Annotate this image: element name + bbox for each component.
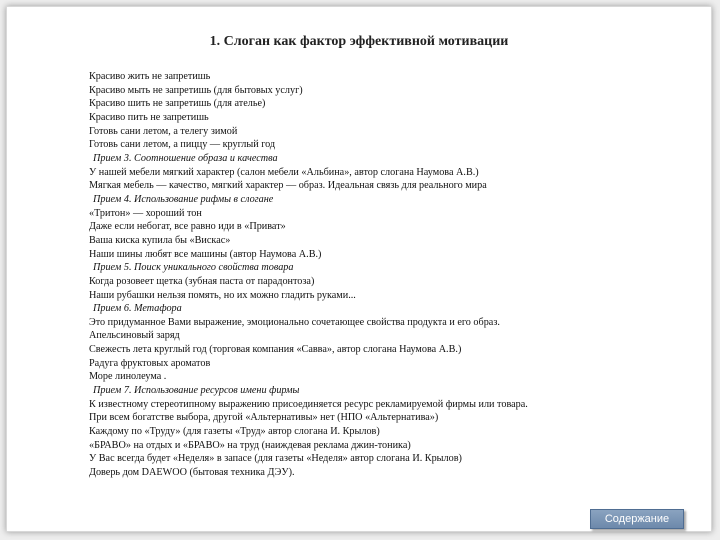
slide: [6, 6, 712, 532]
slogan-line: Доверь дом DAEWOO (бытовая техника ДЭУ).: [89, 467, 295, 479]
slogan-line: У нашей мебели мягкий характер (салон мебели «Альбина», автор слогана Наумова А.В.): [89, 166, 479, 178]
section-heading: Прием 6. Метафора: [93, 303, 182, 315]
slogan-line: У Вас всегда будет «Неделя» в запасе (для газеты «Неделя» автор слогана И. Крылов): [89, 453, 462, 465]
section-heading: Прием 3. Соотношение образа и качества: [93, 152, 278, 164]
slogan-line: Море линолеума .: [89, 371, 167, 383]
slogan-line: Ваша киска купила бы «Вискас»: [89, 234, 231, 246]
slogan-line: Готовь сани летом, а пиццу — круглый год: [89, 139, 276, 151]
slogan-line: Свежесть лета круглый год (торговая компания «Савва», автор слогана Наумова А.В.): [89, 344, 462, 356]
slide-body: [89, 70, 689, 480]
slogan-line: Мягкая мебель — качество, мягкий характер — образ. Идеальная связь для реального мира: [89, 180, 487, 192]
slogan-line: Наши рубашки нельзя помять, но их можно гладить руками...: [89, 289, 356, 301]
slogan-line: Красиво мыть не запретишь (для бытовых услуг): [89, 84, 303, 96]
slogan-line: Это придуманное Вами выражение, эмоционально сочетающее свойства продукта и его образ.: [89, 316, 500, 328]
slogan-line: «БРАВО» на отдых и «БРАВО» на труд (наиждевая реклама джин-тоника): [89, 439, 411, 451]
slogan-line: При всем богатстве выбора, другой «Альтернативы» нет (НПО «Альтернатива»): [89, 412, 439, 424]
slogan-line: «Тритон» — хороший тон: [89, 207, 202, 219]
slogan-line: Красиво жить не запретишь: [89, 71, 211, 82]
slogan-line: Красиво шить не запретишь (для ателье): [89, 98, 266, 110]
slogan-line: Наши шины любят все машины (автор Наумова А.В.): [89, 248, 322, 260]
slogan-line: Даже если небогат, все равно иди в «Приват»: [89, 221, 286, 233]
slogan-line: Радуга фруктовых ароматов: [89, 357, 211, 369]
slogan-line: Каждому по «Труду» (для газеты «Труд» автор слогана И. Крылов): [89, 426, 380, 438]
section-heading: Прием 4. Использование рифмы в слогане: [93, 193, 274, 205]
slogan-line: Когда розовеет щетка (зубная паста от парадонтоза): [89, 275, 315, 287]
slogan-line: К известному стереотипному выражению присоединяется ресурс рекламируемой фирмы или товара.: [89, 398, 528, 410]
slogan-line: Красиво пить не запретишь: [89, 111, 209, 123]
section-heading: Прием 7. Использование ресурсов имени фирмы: [93, 385, 300, 397]
slogan-line: Апельсиновый заряд: [89, 330, 180, 342]
slogan-line: Готовь сани летом, а телегу зимой: [89, 125, 238, 137]
section-heading: Прием 5. Поиск уникального свойства товара: [93, 262, 294, 274]
contents-button[interactable]: Содержание: [590, 509, 684, 529]
slide-title: 1. Слоган как фактор эффективной мотивации: [209, 34, 509, 49]
